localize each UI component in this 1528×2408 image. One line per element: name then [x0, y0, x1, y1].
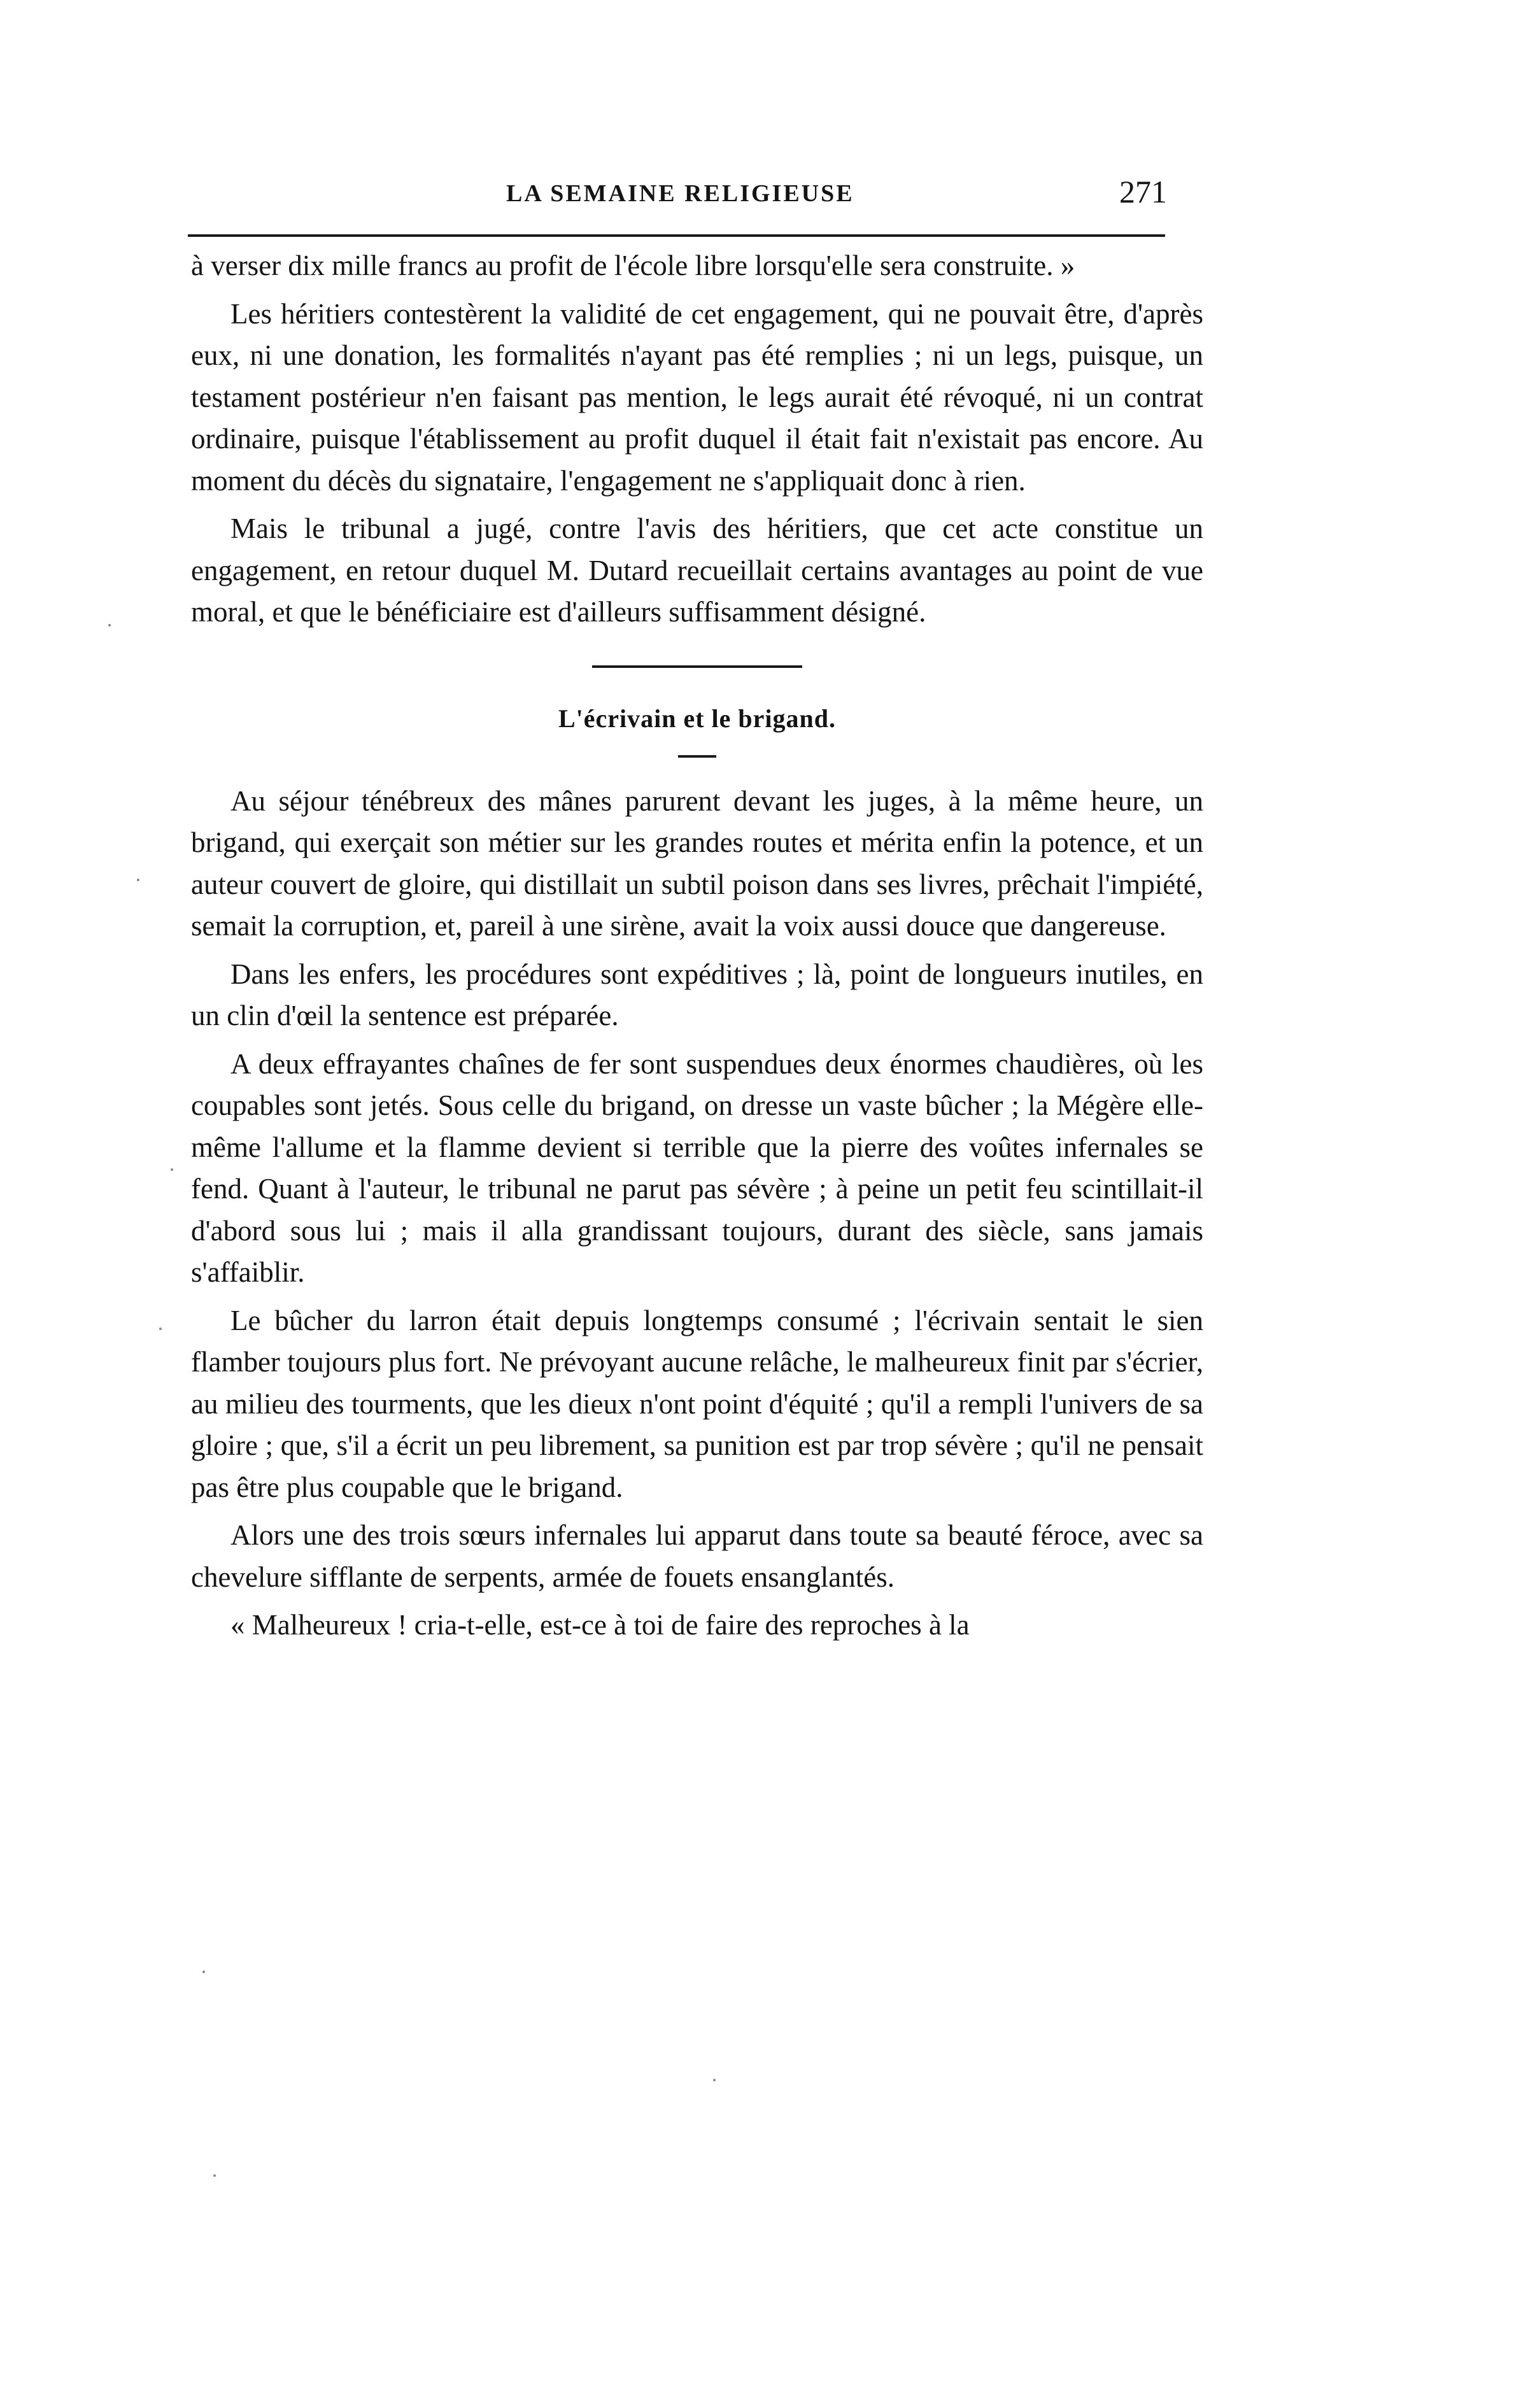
paragraph: Dans les enfers, les procédures sont expéditives ; là, point de longueurs inutiles, en un clin d'œil la sentence est préparée. [191, 958, 1203, 1031]
page-number: 271 [1119, 174, 1167, 209]
paragraph: Les héritiers contestèrent la validité de cet engagement, qui ne pouvait être, d'après eux, ni une donation, les formalités n'ayant pas été remplies ; ni un legs, puisque, un testament postérieur n'en faisant pas mention, le legs aurait été révoqué, ni un contrat ordinaire, puisque l'établissement au profit duquel il était fait n'existait pas encore. Au moment du décès du signataire, l'engagement ne s'appliquait donc à rien. [191, 297, 1203, 497]
paragraph: Au séjour ténébreux des mânes parurent devant les juges, à la même heure, un brigand, qui exerçait son métier sur les grandes routes et mérita enfin la potence, et un auteur couvert de gloire, qui distillait un subtil poison dans ses livres, prêchait l'impiété, semait la corruption, et, pareil à une sirène, avait la voix aussi douce que dangereuse. [191, 784, 1203, 942]
paragraph: A deux effrayantes chaînes de fer sont suspendues deux énormes chaudières, où les coupables sont jetés. Sous celle du brigand, on dresse un vaste bûcher ; la Mégère elle-même l'allume et la flamme devient si terrible que la pierre des voûtes infernales se fend. Quant à l'auteur, le tribunal ne parut pas sévère ; à peine un petit feu scintillait-il d'abord sous lui ; mais il alla grandissant toujours, durant des siècle, sans jamais s'affaiblir. [191, 1047, 1203, 1288]
section-title: L'écrivain et le brigand. [558, 704, 837, 733]
section-divider [592, 665, 802, 668]
paragraph: Mais le tribunal a jugé, contre l'avis des héritiers, que cet acte constitue un engagement, en retour duquel M. Dutard recueillait certains avantages au point de vue moral, et que le bénéficiaire est d'ailleurs suffisamment désigné. [191, 513, 1203, 628]
header-rule [188, 234, 1165, 237]
paragraph: Le bûcher du larron était depuis longtemps consumé ; l'écrivain sentait le sien flamber toujours plus fort. Ne prévoyant aucune relâche, le malheureux finit par s'écrier, au milieu des tourments, que les dieux n'ont point d'équité ; qu'il a rempli l'univers de sa gloire ; que, s'il a écrit un peu librement, sa punition est par trop sévère ; qu'il ne pensait pas être plus coupable que le brigand. [191, 1304, 1203, 1503]
paragraph: « Malheureux ! cria-t-elle, est-ce à toi de faire des reproches à la [230, 1609, 970, 1641]
section-dash [678, 755, 716, 758]
page-header [181, 173, 1175, 218]
running-title: LA SEMAINE RELIGIEUSE [506, 180, 854, 207]
paragraph: à verser dix mille francs au profit de l'école libre lorsqu'elle sera construite. » [191, 250, 1075, 281]
page-body [191, 245, 1203, 1647]
paragraph: Alors une des trois sœurs infernales lui apparut dans toute sa beauté féroce, avec sa chevelure sifflante de serpents, armée de fouets ensanglantés. [191, 1519, 1203, 1593]
